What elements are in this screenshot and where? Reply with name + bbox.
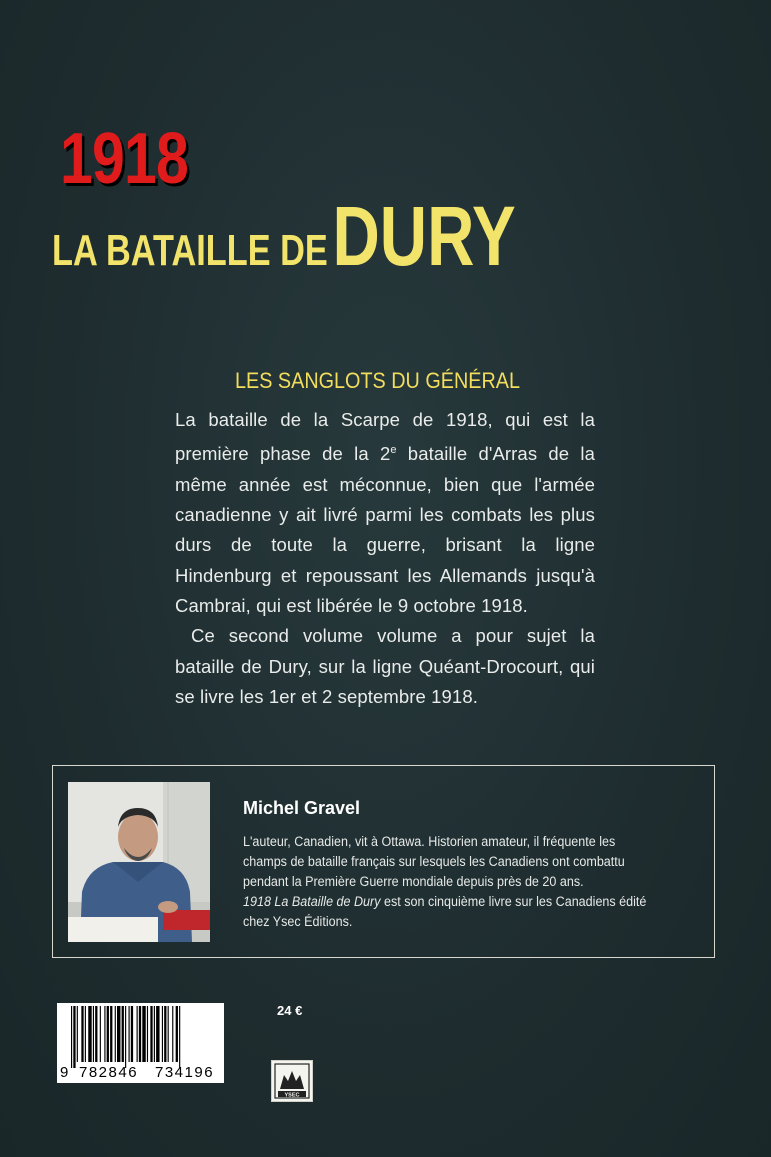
title-prefix: LA BATAILLE DE [52, 226, 328, 275]
barcode-bar [142, 1006, 145, 1062]
isbn-barcode: 9 782846 734196 [57, 1003, 224, 1083]
barcode-bar [117, 1006, 120, 1062]
barcode-bar [137, 1006, 138, 1062]
author-bio: L'auteur, Canadien, vit à Ottawa. Historien amateur, il fréquente les champs de bataille français sur lesquels les Canadiens ont combattu pendant la Première Guerre mondiale depuis près de 20 ans. 1918 La Bataille de Dury est son cinquième livre sur les Canadiens édité chez Ysec Éditions. [243, 834, 647, 929]
barcode-bar [73, 1006, 75, 1068]
barcode-bar [139, 1006, 141, 1062]
barcode-bar [110, 1006, 112, 1062]
summary-text [175, 405, 595, 712]
barcode-bar [100, 1006, 101, 1062]
author-photo-illustration [68, 782, 210, 942]
title-line [52, 188, 516, 285]
author-photo [68, 782, 210, 942]
publisher-logo [271, 1060, 313, 1102]
barcode-bar [156, 1006, 159, 1062]
barcode-bar [154, 1006, 155, 1062]
price: 24 € [277, 1003, 303, 1018]
barcode-bar [172, 1006, 173, 1062]
barcode-bar [81, 1006, 83, 1062]
barcode-bar [71, 1006, 72, 1068]
barcode-bar [162, 1006, 163, 1062]
summary-paragraph-2: Ce second volume volume a pour sujet la bataille de Dury, sur la ligne Quéant-Drocourt, qui se livre les 1er et 2 septembre 1918. [175, 625, 595, 707]
ysec-logo-icon [272, 1061, 312, 1101]
title-main: DURY [332, 189, 516, 283]
barcode-bar [77, 1006, 78, 1062]
barcode-bar [115, 1006, 116, 1062]
barcode-bar [88, 1006, 91, 1062]
barcode-bar [93, 1006, 94, 1062]
author-name: Michel Gravel [243, 798, 361, 818]
barcode-bar [176, 1006, 178, 1062]
summary-paragraph-1: La bataille de la Scarpe de 1918, qui est la première phase de la 2e bataille d'Arras de la même année est méconnue, bien que l'armée canadienne y ait livré parmi les combats les plus durs de toute la guerre, brisant la ligne Hindenburg et repoussant les Allemands jusqu'à Cambrai, qui est libérée le 9 octobre 1918. [175, 409, 595, 616]
subtitle: LES SANGLOTS DU GÉNÉRAL [235, 368, 520, 393]
barcode-bar [168, 1006, 169, 1062]
barcode-bar [122, 1006, 124, 1062]
barcode-bar [104, 1006, 105, 1062]
barcode-bar [150, 1006, 152, 1062]
barcode-bar [131, 1006, 133, 1062]
svg-text:YSEC: YSEC [284, 1092, 300, 1099]
barcode-bar [107, 1006, 109, 1062]
barcode-bar [129, 1006, 130, 1062]
barcode-bar [85, 1006, 86, 1062]
barcode-bar [164, 1006, 166, 1062]
book-title-italic: 1918 La Bataille de Dury [243, 894, 381, 909]
title-year: 1918 [60, 119, 189, 199]
barcode-bars [57, 1006, 224, 1068]
barcode-bar [125, 1006, 126, 1068]
barcode-bar [95, 1006, 97, 1062]
barcode-bar [147, 1006, 148, 1062]
barcode-bar [179, 1006, 180, 1068]
